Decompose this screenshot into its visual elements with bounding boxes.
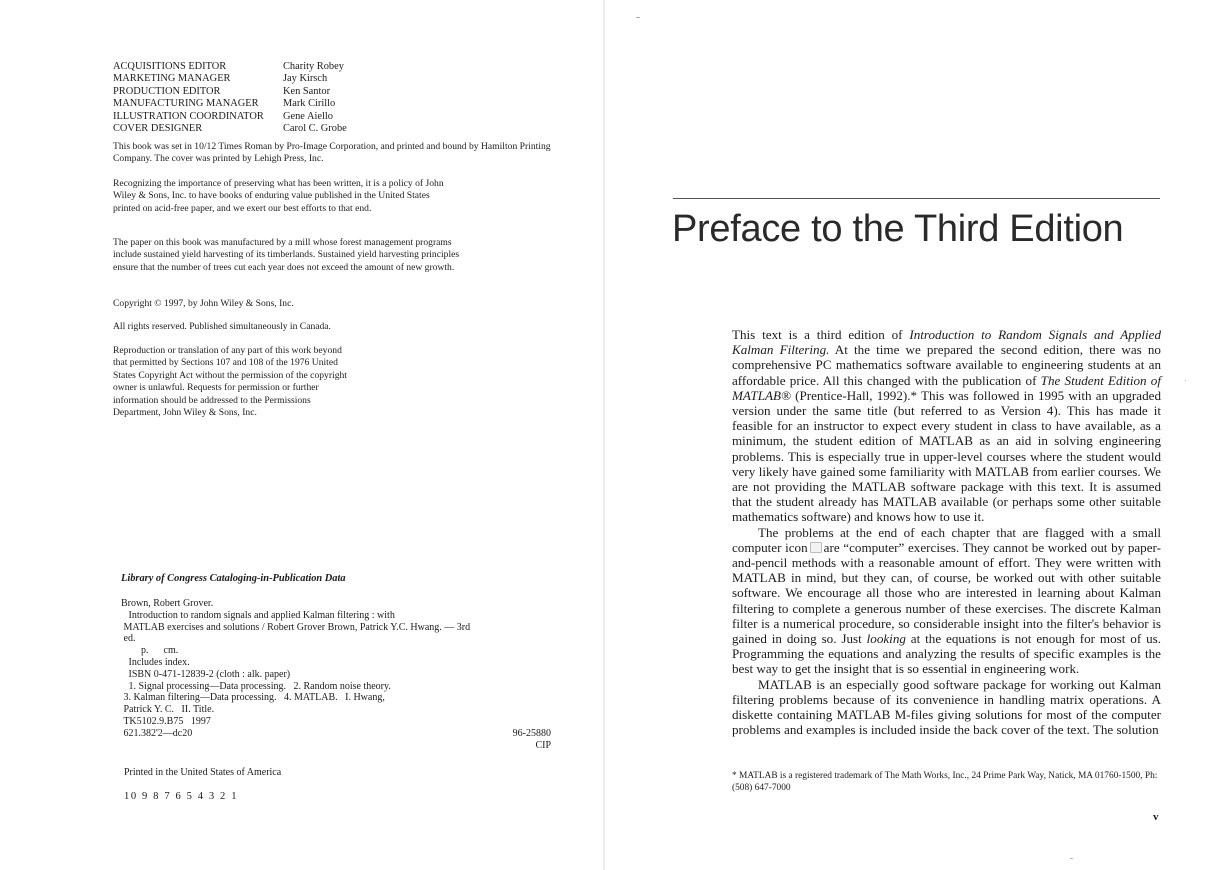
scan-speck	[636, 17, 640, 18]
paragraph-text: (Prentice-Hall, 1992).* This was followed in 1995 with an upgraded version under the same title (but referred to as Version 4). This has made it feasible for an instructor to expect every student in class to have available, as a minimum, the student edition of MATLAB as an aid in solving engineering problems. This is especially true in upper-level courses where the student would very likely have gained some familiarity with MATLAB from earlier courses. We are not providing the MATLAB software package with this text. It is assumed that the student already has MATLAB available (or perhaps some other suitable mathematics software) and knows how to use it.	[732, 387, 1161, 525]
cip-line: Includes index.	[121, 656, 190, 668]
paragraph-text: are “computer” exercises. They cannot be worked out by paper-and-pencil methods with a reasonable amount of effort. They were written with MATLAB in mind, but they can, of course, be worked out with other suitable software. We encourage all those who are interested in learning about Kalman filtering to complete a generous number of these exercises. The discrete Kalman filter is a numerical procedure, so considerable insight into the filter's behavior is gained in doing so. Just	[732, 539, 1161, 647]
cip-line: ISBN 0-471-12839-2 (cloth : alk. paper)	[121, 668, 291, 680]
paragraph-text: at the equations is not enough for most of us. Programming the equations and analyzing the results of specific examples is the best way to get the insight that is so essential in engineering work.	[732, 631, 1161, 677]
typeset-note: This book was set in 10/12 Times Roman by Pro-Image Corporation, and printed and bound by Hamilton Printing Company. The cover was printed by Lehigh Press, Inc.	[113, 141, 551, 165]
credit-row	[113, 73, 347, 85]
cip-line: Introduction to random signals and applied Kalman filtering : with	[121, 609, 395, 621]
reproduction-note: Reproduction or translation of any part of this work beyond that permitted by Sections 107 and 108 of the 1976 United States Copyright Act without the permission of the copyright owner is unlawful. Requests for permission or further information should be addressed to the Permissions Department, John Wiley & Sons, Inc.	[113, 345, 347, 419]
credit-name: Ken Santor	[283, 85, 331, 97]
italic-text: The Student Edition of MATLAB®	[732, 372, 1161, 403]
printed-in-line: Printed in the United States of America	[124, 767, 282, 778]
credit-name: Charity Robey	[283, 61, 344, 72]
copyright-line: Copyright © 1997, by John Wiley & Sons, Inc.	[113, 298, 294, 309]
credit-row	[113, 86, 347, 98]
italic-text: looking	[866, 631, 906, 647]
credit-name: Mark Cirillo	[283, 98, 336, 110]
credit-row	[113, 123, 347, 135]
paragraph-text: At the time we prepared the second edition, there was no comprehensive PC mathematics software available to engineering students at an affordable price. All this changed with the publication of	[732, 342, 1161, 388]
print-line: 10 9 8 7 6 5 4 3 2 1	[124, 791, 239, 802]
cip-line: TK5102.9.B75 1997	[121, 715, 211, 727]
preface-paragraph	[732, 327, 1161, 525]
credit-role: PRODUCTION EDITOR	[113, 85, 221, 97]
cip-line: 3. Kalman filtering—Data processing. 4. MATLAB. I. Hwang,	[121, 692, 385, 704]
credits-list	[113, 61, 347, 135]
cip-number-block	[509, 728, 551, 752]
credit-role: ACQUISITIONS EDITOR	[113, 61, 227, 72]
paragraph-text: This text is a third edition of	[732, 327, 910, 342]
cip-line: p. cm.	[121, 645, 179, 657]
credit-role: MARKETING MANAGER	[113, 73, 231, 85]
credit-row	[113, 98, 347, 110]
preface-paragraph	[732, 677, 1161, 738]
footnote: * MATLAB is a registered trademark of The Math Works, Inc., 24 Prime Park Way, Natick, MA 01760-1500, Ph: (508) 647-7000	[732, 771, 1158, 793]
credit-role: MANUFACTURING MANAGER	[113, 98, 259, 110]
rights-line: All rights reserved. Published simultaneously in Canada.	[113, 321, 331, 332]
book-gutter	[603, 0, 605, 870]
scan-speck	[1185, 380, 1186, 381]
paragraph-text: The problems at the end of each chapter that are flagged with a small computer icon	[732, 524, 1161, 555]
cip-heading: Library of Congress Cataloging-in-Publication Data	[121, 573, 346, 584]
preservation-note: Recognizing the importance of preserving what has been written, it is a policy of John Wiley & Sons, Inc. to have books of enduring value published in the United States printed on acid-free paper, and we exert our best efforts to that end.	[113, 178, 444, 214]
copyright-page	[0, 0, 608, 870]
italic-text: Introduction to Random Signals and Applied Kalman Filtering.	[732, 327, 1162, 358]
scan-speck	[1070, 858, 1073, 859]
credit-name: Carol C. Grobe	[283, 123, 347, 135]
cip-line: Patrick Y. C. II. Title.	[121, 704, 215, 716]
cip-line: ed.	[121, 633, 136, 645]
cip-label: CIP	[535, 739, 551, 751]
page-number: v	[1153, 811, 1159, 823]
preface-body	[732, 327, 1161, 737]
paragraph-text: MATLAB is an especially good software package for working out Kalman filtering problems because of its convenience in handling matrix operations. A diskette containing MATLAB M-files giving solutions for most of the computer problems and examples is included inside the back cover of the text. The solution	[732, 676, 1161, 738]
cip-record	[121, 598, 561, 740]
cip-line: Brown, Robert Grover.	[121, 598, 214, 609]
computer-icon	[810, 542, 822, 553]
credit-row	[113, 61, 347, 73]
credit-row	[113, 111, 347, 123]
cip-line: MATLAB exercises and solutions / Robert Grover Brown, Patrick Y.C. Hwang. — 3rd	[121, 621, 471, 633]
credit-name: Jay Kirsch	[283, 73, 328, 85]
credit-name: Gene Aiello	[283, 110, 333, 122]
cip-line: 621.382'2—dc20	[121, 727, 193, 739]
title-rule	[673, 198, 1160, 199]
credit-role: ILLUSTRATION COORDINATOR	[113, 110, 264, 122]
cip-line: 1. Signal processing—Data processing. 2. Random noise theory.	[121, 680, 391, 692]
paper-note: The paper on this book was manufactured by a mill whose forest management programs include sustained yield harvesting of its timberlands. Sustained yield harvesting principles ensure that the number of trees cut each year does not exceed the amount of new growth.	[113, 237, 460, 273]
page-title: Preface to the Third Edition	[672, 208, 1124, 250]
preface-paragraph	[732, 525, 1161, 677]
credit-role: COVER DESIGNER	[113, 123, 203, 135]
cip-number: 96-25880	[512, 728, 551, 739]
